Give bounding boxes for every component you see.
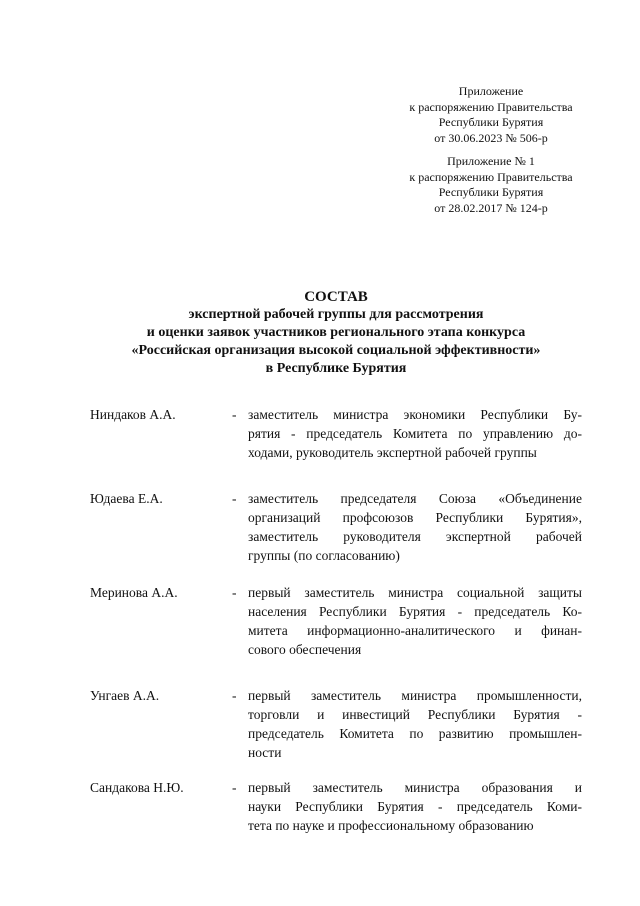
member-role-line: торговли и инвестиций Республики Бурятия - xyxy=(248,707,582,722)
appendix-original-region: Республики Бурятия xyxy=(438,185,544,199)
member-role xyxy=(248,489,582,565)
member-role-line: населения Республики Бурятия - председатель Ко- xyxy=(248,604,582,619)
member-entry xyxy=(90,778,582,838)
member-name: Унгаев А.А. xyxy=(90,688,160,703)
member-role-line: ходами, руководитель экспертной рабочей группы xyxy=(248,445,537,460)
heading-line-2: и оценки заявок участников регионального этапа конкурса xyxy=(146,325,526,340)
member-role-line: рятия - председатель Комитета по управлению до- xyxy=(248,426,582,441)
member-role-line: заместитель руководителя экспертной рабочей xyxy=(248,529,582,544)
member-role-line: первый заместитель министра социальной защиты xyxy=(248,585,582,600)
appendix-current-date-number: от 30.06.2023 № 506-р xyxy=(434,130,548,145)
member-role-line: заместитель министра экономики Республики Бу- xyxy=(248,407,582,422)
member-role-line: тета по науке и профессиональному образованию xyxy=(248,818,534,833)
appendix-original-title: Приложение № 1 xyxy=(447,154,535,168)
member-role-line: председатель Комитета по развитию промышлен- xyxy=(248,726,582,741)
member-entry xyxy=(90,405,582,489)
member-role-line: первый заместитель министра образования и xyxy=(248,780,582,795)
member-name: Меринова А.А. xyxy=(90,585,178,600)
appendix-current-title: Приложение xyxy=(458,84,524,98)
member-dash: - xyxy=(232,407,237,422)
member-role-line: первый заместитель министра промышленности, xyxy=(248,688,582,703)
member-role-line: митета информационно-аналитического и финан- xyxy=(248,623,582,638)
appendix-original-date-number: от 28.02.2017 № 124-р xyxy=(434,200,548,215)
member-role-line: группы (по согласованию) xyxy=(248,548,400,563)
member-entry xyxy=(90,686,582,778)
member-entry xyxy=(90,489,582,583)
heading-title: СОСТАВ xyxy=(304,289,368,305)
member-role xyxy=(248,686,582,762)
appendix-current-region: Республики Бурятия xyxy=(438,115,544,129)
heading-line-4: в Республике Бурятия xyxy=(265,361,407,376)
member-role xyxy=(248,405,582,462)
appendix-original-block xyxy=(400,154,582,216)
member-name: Ниндаков А.А. xyxy=(90,407,176,422)
member-dash: - xyxy=(232,688,237,703)
member-name: Юдаева Е.А. xyxy=(90,491,163,506)
document-heading xyxy=(60,288,612,378)
member-dash: - xyxy=(232,780,237,795)
member-role xyxy=(248,583,582,659)
member-entry xyxy=(90,583,582,686)
member-role-line: ности xyxy=(248,745,282,760)
member-dash: - xyxy=(232,585,237,600)
member-role-line: науки Республики Бурятия - председатель Коми- xyxy=(248,799,582,814)
member-role-line: организаций профсоюзов Республики Бурятия», xyxy=(248,510,582,525)
heading-line-3: «Российская организация высокой социальной эффективности» xyxy=(131,343,541,358)
appendix-original-reference: к распоряжению Правительства xyxy=(409,169,573,184)
member-role xyxy=(248,778,582,835)
members-list xyxy=(90,405,582,838)
member-role-line: заместитель председателя Союза «Объединение xyxy=(248,491,582,506)
member-dash: - xyxy=(232,491,237,506)
appendix-current-reference: к распоряжению Правительства xyxy=(409,99,573,114)
heading-line-1: экспертной рабочей группы для рассмотрения xyxy=(188,307,484,322)
member-name: Сандакова Н.Ю. xyxy=(90,780,184,795)
member-role-line: сового обеспечения xyxy=(248,642,362,657)
appendix-current-block xyxy=(400,84,582,146)
